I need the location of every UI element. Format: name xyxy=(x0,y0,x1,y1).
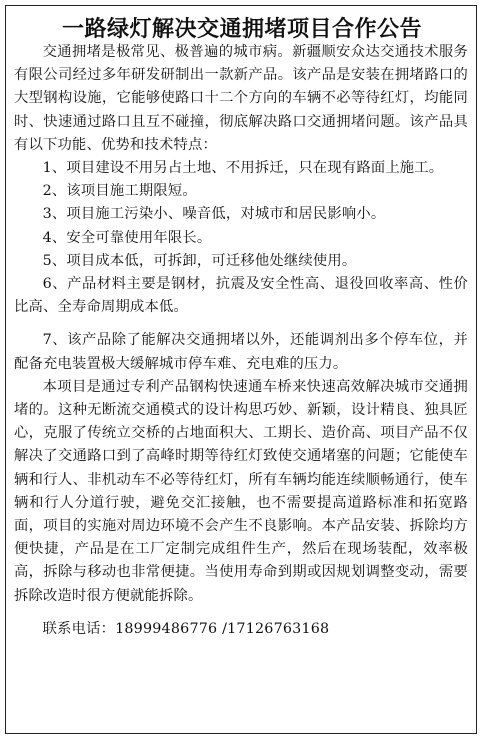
contact-phone: 联系电话：18999486776 /17126763168 xyxy=(42,620,330,637)
feature-item-7: 7、该产品除了能解决交通拥堵以外，还能调剂出多个停车位，并配备充电装置极大缓解城市停车难、充电难的压力。 xyxy=(14,332,468,372)
announcement-title: 一路绿灯解决交通拥堵项目合作公告 xyxy=(61,17,422,42)
feature-item-5: 5、项目成本低，可拆卸，可迁移他处继续使用。 xyxy=(42,252,357,269)
feature-item-3: 3、项目施工污染小、噪音低，对城市和居民影响小。 xyxy=(42,206,386,223)
feature-item-1: 1、项目建设不用另占土地、不用拆迁，只在现有路面上施工。 xyxy=(42,160,444,177)
announcement-body xyxy=(14,41,468,641)
intro-paragraph: 交通拥堵是极常见、极普遍的城市病。新疆顺安众达交通技术服务有限公司经过多年研发研制出一款新产品。该产品是安装在拥堵路口的大型钢构设施，它能够使路口十二个方向的车辆不必等待红灯，均能同时、快速通过路口且互不碰撞，彻底解决路口交通拥堵问题。该产品具有以下功能、优势和技术特点： xyxy=(14,44,468,153)
feature-item-4: 4、安全可靠使用年限长。 xyxy=(42,229,212,246)
feature-item-6: 6、产品材料主要是钢材，抗震及安全性高、退役回收率高、性价比高、全寿命周期成本低。 xyxy=(14,276,468,316)
closing-paragraph: 本项目是通过专利产品钢构快速通车桥来快速高效解决城市交通拥堵的。这种无断流交通模式的设计构思巧妙、新颖，设计精良、独具匠心，克服了传统立交桥的占地面积大、工期长、造价高、项目产品不仅解决了交通路口到了高峰时期等待红灯致使交通堵塞的问题；它能使车辆和行人、非机动车不必等待红灯，所有车辆均能连续顺畅通行，使车辆和行人分道行驶，避免交汇接触，也不需要提高道路标准和拓宽路面，项目的实施对周边环境不会产生不良影响。本产品安装、拆除均方便快捷，产品是在工厂定制完成组件生产，然后在现场装配，效率极高，拆除与移动也非常便捷。当使用寿命到期或因规划调整变动，需要拆除改造时很方便就能拆除。 xyxy=(14,378,468,604)
feature-item-2: 2、该项目施工期限短。 xyxy=(42,183,197,200)
